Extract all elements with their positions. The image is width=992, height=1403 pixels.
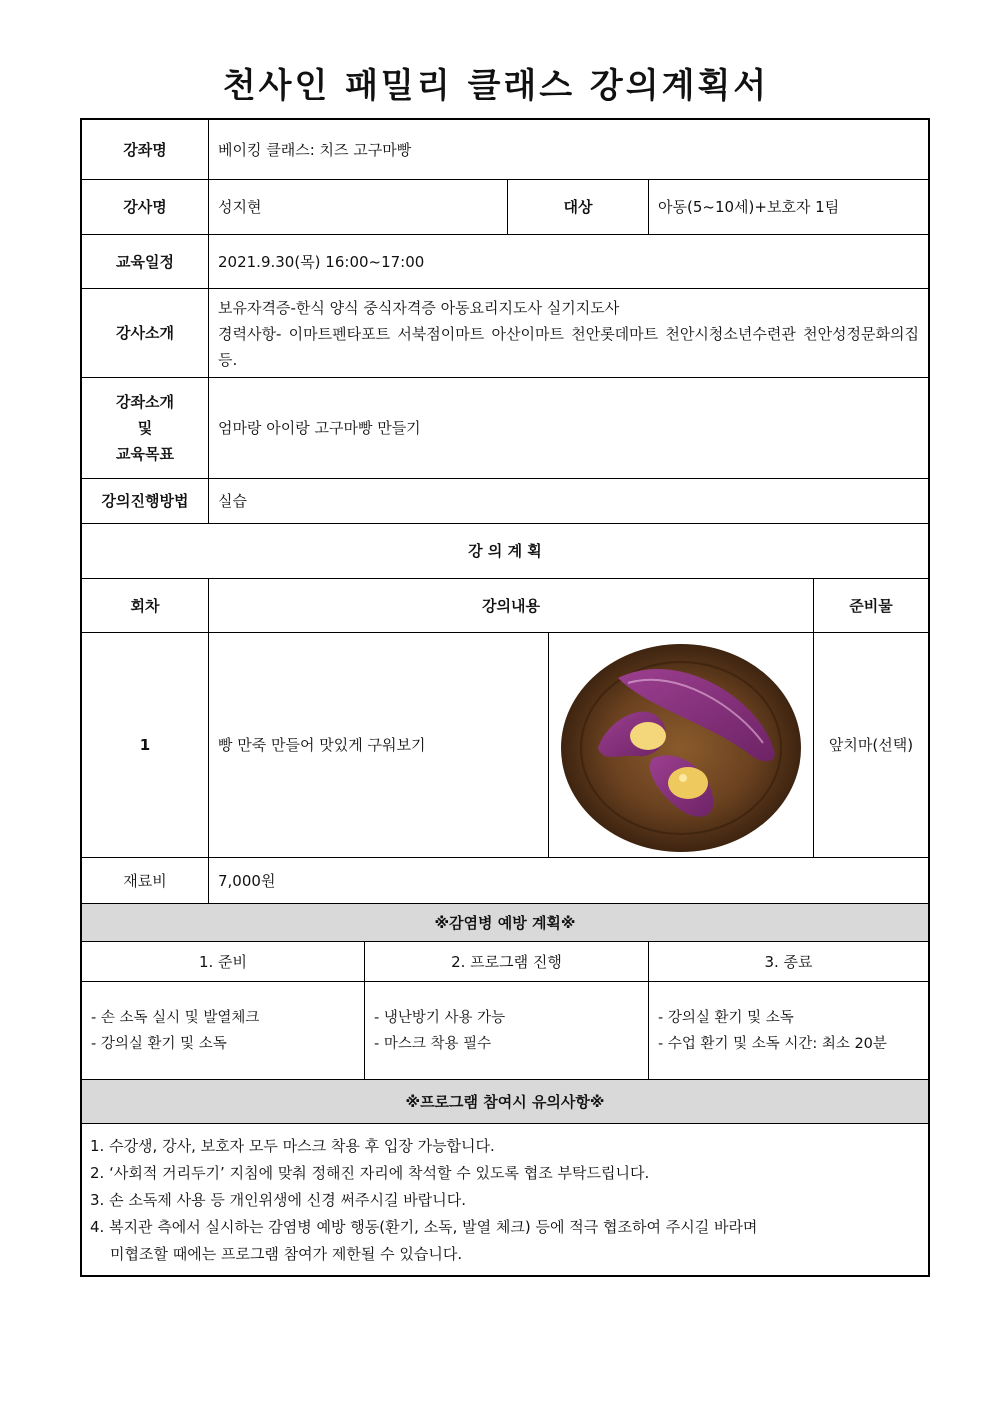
- course-row: [82, 120, 928, 180]
- intro-label: 강사소개: [82, 289, 209, 377]
- prevention-item: - 냉난방기 사용 가능: [374, 1009, 506, 1026]
- plan-content: 빵 만죽 만들어 맛있게 구워보기: [209, 633, 549, 857]
- prevention-header-row: [82, 904, 928, 942]
- schedule-row: [82, 235, 928, 289]
- notice-list: [82, 1124, 928, 1275]
- prevention-items-row: [82, 982, 928, 1080]
- schedule-label: 교육일정: [82, 235, 209, 288]
- notice-item: 미협조할 때에는 프로그램 참여가 제한될 수 있습니다.: [110, 1245, 463, 1263]
- plan-supplies: 앞치마(선택): [828, 736, 914, 754]
- notice-item: 2. ‘사회적 거리두기’ 지침에 맞춰 정해진 자리에 착석할 수 있도록 협조 부탁드립니다.: [90, 1164, 650, 1182]
- prevention-columns-row: [82, 942, 928, 982]
- instructor-row: [82, 180, 928, 235]
- plan-columns-row: [82, 579, 928, 633]
- notice-item: 4. 복지관 측에서 실시하는 감염병 예방 행동(환기, 소독, 발열 체크) 등에 적극 협조하여 주시길 바라며: [90, 1218, 758, 1236]
- sweet-potato-bread-image: [558, 638, 805, 853]
- prevention-item: - 강의실 환기 및 소독: [91, 1035, 227, 1052]
- plan-header-row: [82, 524, 928, 579]
- prevention-item: - 손 소독 실시 및 발열체크: [91, 1009, 260, 1026]
- target-value: 아동(5~10세)+보호자 1팀: [658, 198, 840, 216]
- fee-label: 재료비: [82, 858, 209, 903]
- prevention-end-items: [649, 982, 928, 1079]
- plan-row: [82, 633, 928, 858]
- instructor-value: 성지현: [209, 180, 508, 234]
- course-value: 베이킹 클래스: 치즈 고구마빵: [218, 140, 412, 159]
- prevention-item: - 수업 환기 및 소독 시간: 최소 20분: [658, 1035, 887, 1052]
- lecture-plan-table: [80, 118, 930, 1277]
- notice-item: 3. 손 소독제 사용 등 개인위생에 신경 써주시길 바랍니다.: [90, 1191, 467, 1209]
- method-row: [82, 479, 928, 524]
- goal-label-line: 강좌소개: [116, 393, 174, 411]
- prevention-col-end: 3. 종료: [764, 952, 813, 971]
- plan-photo-cell: [549, 633, 814, 857]
- goal-value: 엄마랑 아이랑 고구마빵 만들기: [218, 419, 421, 437]
- instructor-label: 강사명: [82, 180, 209, 234]
- goal-row: [82, 378, 928, 479]
- prevention-item: - 마스크 착용 필수: [374, 1035, 492, 1052]
- prevention-col-progress: 2. 프로그램 진행: [365, 942, 649, 981]
- schedule-value: 2021.9.30(목) 16:00~17:00: [218, 252, 425, 271]
- sweet-potato-bread-photo: [558, 638, 805, 853]
- method-value: 실습: [218, 492, 247, 510]
- notice-header: ※프로그램 참여시 유의사항※: [405, 1092, 605, 1111]
- plan-session: 1: [82, 633, 209, 857]
- target-label: 대상: [508, 180, 649, 234]
- prevention-header: ※감염병 예방 계획※: [434, 913, 576, 932]
- prevention-prepare-items: [82, 982, 365, 1079]
- intro-value: [209, 289, 928, 377]
- notice-item: 1. 수강생, 강사, 보호자 모두 마스크 착용 후 입장 가능합니다.: [90, 1137, 495, 1155]
- prevention-col-prepare: 1. 준비: [82, 942, 365, 981]
- plan-col-session: 회차: [82, 579, 209, 632]
- goal-label-line: 및: [137, 419, 153, 437]
- prevention-progress-items: [365, 982, 649, 1079]
- goal-label: [82, 378, 209, 478]
- prevention-item: - 강의실 환기 및 소독: [658, 1009, 794, 1026]
- course-label: 강좌명: [82, 120, 209, 179]
- intro-row: [82, 289, 928, 378]
- method-label: 강의진행방법: [82, 479, 209, 523]
- fee-value: 7,000원: [218, 871, 276, 890]
- fee-row: [82, 858, 928, 904]
- plan-col-supplies: 준비물: [849, 596, 893, 615]
- plan-header: 강 의 계 획: [468, 542, 542, 560]
- intro-line: 보유자격증-한식 양식 중식자격증 아동요리지도사 실기지도사: [218, 299, 620, 317]
- goal-label-line: 교육목표: [116, 445, 174, 463]
- page-title: 천사인 패밀리 클래스 강의계획서: [222, 66, 770, 106]
- intro-line: 경력사항- 이마트펜타포트 서북점이마트 아산이마트 천안롯데마트 천안시청소년수련관 천안성정문화의집 등.: [218, 325, 919, 369]
- plan-col-content: 강의내용: [209, 579, 814, 632]
- notice-items-row: [82, 1124, 928, 1275]
- notice-header-row: [82, 1080, 928, 1124]
